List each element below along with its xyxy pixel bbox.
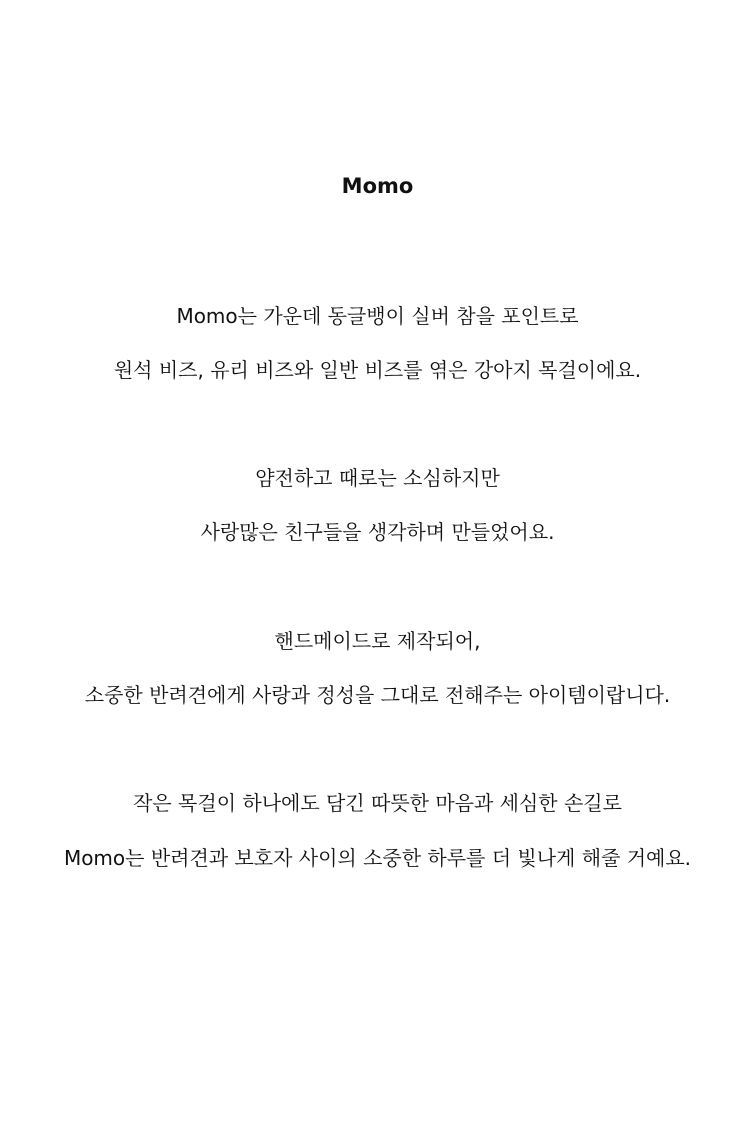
product-title: Momo (341, 174, 414, 198)
description-line: 소중한 반려견에게 사랑과 정성을 그대로 전해주는 아이템이랍니다. (84, 683, 671, 707)
description-line: 원석 비즈, 유리 비즈와 일반 비즈를 엮은 강아지 목걸이에요. (113, 358, 642, 382)
description-line: 사랑많은 친구들을 생각하며 만들었어요. (200, 520, 555, 544)
description-line: Momo는 가운데 동글뱅이 실버 참을 포인트로 (176, 304, 579, 328)
description-line: Momo는 반려견과 보호자 사이의 소중한 하루를 더 빛나게 해줄 거예요. (63, 846, 692, 870)
description-line: 얌전하고 때로는 소심하지만 (255, 466, 500, 490)
description-line: 작은 목걸이 하나에도 담긴 따뜻한 마음과 세심한 손길로 (133, 791, 622, 815)
description-line: 핸드메이드로 제작되어, (274, 629, 481, 653)
